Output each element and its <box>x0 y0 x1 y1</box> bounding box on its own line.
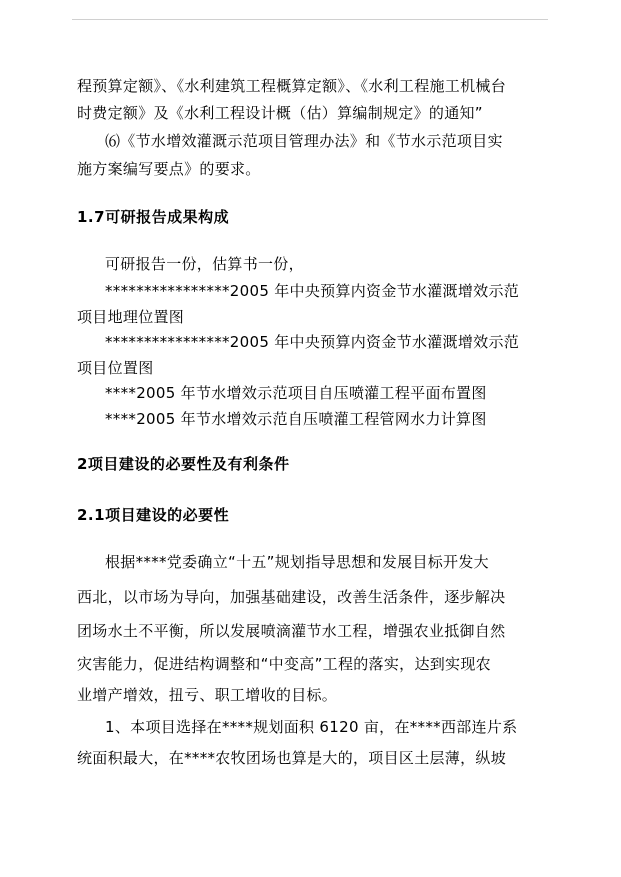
body-line: 项目地理位置图 <box>77 308 185 326</box>
body-line: 业增产增效，扭亏、职工增收的目标。 <box>77 686 338 704</box>
section-heading-1-7: 1.7可研报告成果构成 <box>77 208 230 226</box>
body-line: ****2005 年节水增效示范自压喷灌工程管网水力计算图 <box>105 410 487 428</box>
body-line: ****2005 年节水增效示范项目自压喷灌工程平面布置图 <box>105 384 487 402</box>
body-line: 可研报告一份，估算书一份， <box>105 255 304 273</box>
body-line: 1、本项目选择在****规划面积 6120 亩，在****西部连片系 <box>105 718 518 736</box>
body-line: 根据****党委确立“十五”规划指导思想和发展目标开发大 <box>105 553 489 571</box>
body-line: 西北，以市场为导向，加强基础建设，改善生活条件，逐步解决 <box>77 588 506 606</box>
header-rule <box>72 19 548 20</box>
body-line: ****************2005 年中央预算内资金节水灌溉增效示范 <box>105 333 520 351</box>
body-line: 项目位置图 <box>77 359 154 377</box>
body-line: 灾害能力，促进结构调整和“中变高”工程的落实，达到实现农 <box>77 655 491 673</box>
intro-line: ⑹《节水增效灌溉示范项目管理办法》和《节水示范项目实 <box>105 132 503 150</box>
intro-line: 施方案编写要点》的要求。 <box>77 160 261 178</box>
body-line: 统面积最大，在****农牧团场也算是大的，项目区土层薄，纵坡 <box>77 749 507 767</box>
body-line: 团场水土不平衡，所以发展喷滴灌节水工程，增强农业抵御自然 <box>77 622 506 640</box>
section-heading-2-1: 2.1项目建设的必要性 <box>77 506 230 524</box>
section-heading-2: 2项目建设的必要性及有利条件 <box>77 455 290 473</box>
intro-line: 程预算定额》、《水利建筑工程概算定额》、《水利工程施工机械台 <box>77 77 507 95</box>
body-line: ****************2005 年中央预算内资金节水灌溉增效示范 <box>105 282 520 300</box>
intro-line: 时费定额》及《水利工程设计概（估）算编制规定》的通知” <box>77 104 483 122</box>
